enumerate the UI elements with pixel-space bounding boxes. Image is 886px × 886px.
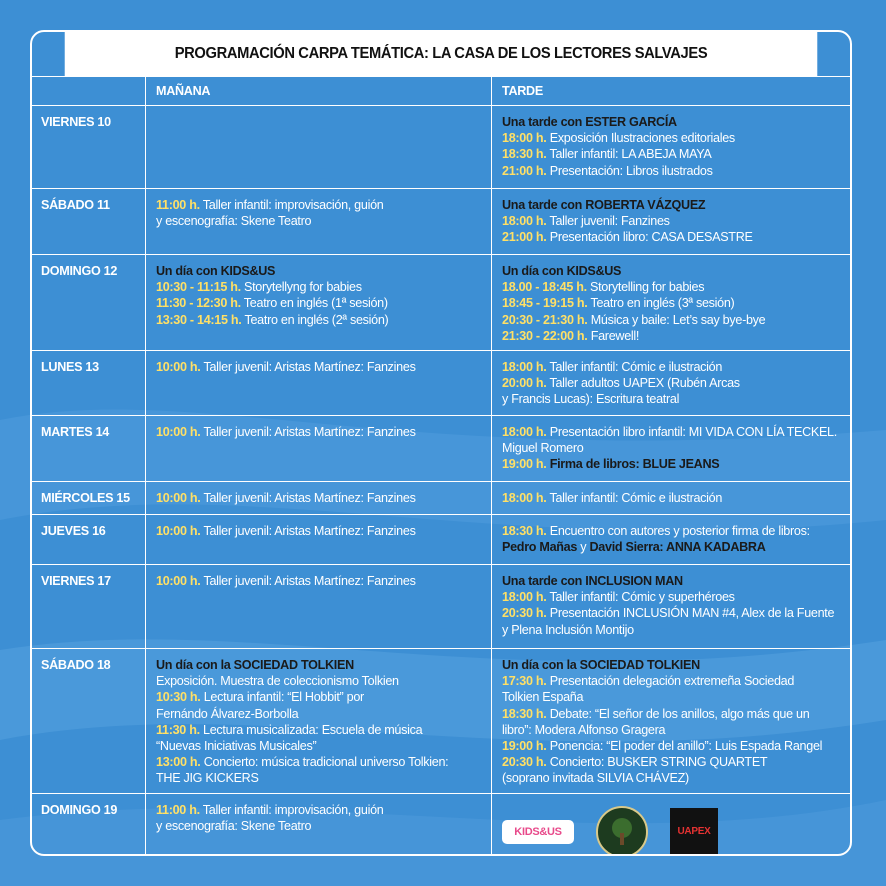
header-row (31, 77, 853, 106)
day-label: JUEVES 16 (31, 515, 146, 565)
morning-cell: Un día con la SOCIEDAD TOLKIEN Exposición. Muestra de coleccionismo Tolkien 10:30 h. Lectura infantil: “El Hobbit” por Fernándo Álvarez-Borbolla 11:30 h. Lectura musicalizada: Escuela de música “Nuevas Iniciativas Musicales” 13:00 h. Concierto: música tradicional universo Tolkien: THE JIG KICKERS (146, 649, 492, 794)
header-afternoon: TARDE (492, 77, 853, 106)
table-row (31, 794, 853, 857)
morning-cell (146, 106, 492, 189)
table-row (31, 649, 853, 794)
day-label: VIERNES 10 (31, 106, 146, 189)
afternoon-cell: 18:30 h. Encuentro con autores y posterior firma de libros: Pedro Mañas y David Sierra: ANNA KADABRA (492, 515, 853, 565)
morning-cell: 11:00 h. Taller infantil: improvisación, guión y escenografía: Skene Teatro (146, 189, 492, 255)
afternoon-cell: Una tarde con ESTER GARCÍA 18:00 h. Exposición Ilustraciones editoriales 18:30 h. Taller infantil: LA ABEJA MAYA 21:00 h. Presentación: Libros ilustrados (492, 106, 853, 189)
table-row (31, 255, 853, 351)
program-card (30, 30, 852, 856)
morning-cell: 10:00 h. Taller juvenil: Aristas Martínez: Fanzines (146, 482, 492, 515)
afternoon-cell: Una tarde con INCLUSION MAN 18:00 h. Taller infantil: Cómic y superhéroes 20:30 h. Presentación INCLUSIÓN MAN #4, Alex de la Fuente y Plena Inclusión Montijo (492, 565, 853, 649)
event-heading: Una tarde con ESTER GARCÍA (502, 115, 677, 129)
event-heading: Una tarde con ROBERTA VÁZQUEZ (502, 198, 706, 212)
afternoon-cell: 18:00 h. Presentación libro infantil: MI VIDA CON LÍA TECKEL. Miguel Romero 19:00 h. Firma de libros: BLUE JEANS (492, 416, 853, 482)
tolkien-society-logo (596, 806, 648, 856)
header-empty (31, 77, 146, 106)
morning-cell: 10:00 h. Taller juvenil: Aristas Martínez: Fanzines (146, 565, 492, 649)
day-label: DOMINGO 19 (31, 794, 146, 857)
event-heading: Una tarde con INCLUSION MAN (502, 574, 683, 588)
event-heading: Un día con la SOCIEDAD TOLKIEN (156, 658, 354, 672)
table-row (31, 482, 853, 515)
day-label: VIERNES 17 (31, 565, 146, 649)
morning-cell: 10:00 h. Taller juvenil: Aristas Martínez: Fanzines (146, 515, 492, 565)
table-row (31, 515, 853, 565)
day-label: MARTES 14 (31, 416, 146, 482)
afternoon-cell: Un día con KIDS&US 18.00 - 18:45 h. Storytelling for babies 18:45 - 19:15 h. Teatro en inglés (3ª sesión) 20:30 - 21:30 h. Música y baile: Let’s say bye-bye 21:30 - 22:00 h. Farewell! (492, 255, 853, 351)
afternoon-cell: 18:00 h. Taller infantil: Cómic e ilustración 20:00 h. Taller adultos UAPEX (Rubén Arcas y Francis Lucas): Escritura teatral (492, 351, 853, 416)
uapex-logo: UAPEX (670, 808, 718, 856)
day-label: MIÉRCOLES 15 (31, 482, 146, 515)
sponsor-logos (502, 802, 844, 856)
schedule-table (30, 76, 852, 856)
header-morning: MAÑANA (146, 77, 492, 106)
table-row (31, 106, 853, 189)
day-label: LUNES 13 (31, 351, 146, 416)
morning-cell: 10:00 h. Taller juvenil: Aristas Martínez: Fanzines (146, 351, 492, 416)
event-heading: Un día con KIDS&US (502, 264, 622, 278)
table-row (31, 351, 853, 416)
afternoon-cell: 18:00 h. Taller infantil: Cómic e ilustración (492, 482, 853, 515)
day-label: SÁBADO 18 (31, 649, 146, 794)
afternoon-cell: Una tarde con ROBERTA VÁZQUEZ 18:00 h. Taller juvenil: Fanzines 21:00 h. Presentación libro: CASA DESASTRE (492, 189, 853, 255)
event-heading: Un día con la SOCIEDAD TOLKIEN (502, 658, 700, 672)
logos-cell (492, 794, 853, 857)
tree-icon (605, 815, 639, 849)
kids-us-logo: KIDS&US (502, 820, 574, 844)
morning-cell: 10:00 h. Taller juvenil: Aristas Martínez: Fanzines (146, 416, 492, 482)
table-row (31, 565, 853, 649)
table-row (31, 416, 853, 482)
event-heading: Un día con KIDS&US (156, 264, 276, 278)
program-title: PROGRAMACIÓN CARPA TEMÁTICA: LA CASA DE LOS LECTORES SALVAJES (65, 32, 818, 76)
day-label: DOMINGO 12 (31, 255, 146, 351)
table-row (31, 189, 853, 255)
morning-cell: Un día con KIDS&US 10:30 - 11:15 h. Storytellyng for babies 11:30 - 12:30 h. Teatro en inglés (1ª sesión) 13:30 - 14:15 h. Teatro en inglés (2ª sesión) (146, 255, 492, 351)
morning-cell: 11:00 h. Taller infantil: improvisación, guión y escenografía: Skene Teatro (146, 794, 492, 857)
day-label: SÁBADO 11 (31, 189, 146, 255)
afternoon-cell: Un día con la SOCIEDAD TOLKIEN 17:30 h. Presentación delegación extremeña Sociedad Tolkien España 18:30 h. Debate: “El señor de los anillos, algo más que un libro”: Modera Alfonso Gragera 19:00 h. Ponencia: “El poder del anillo”: Luis Espada Rangel 20:30 h. Concierto: BUSKER STRING QUARTET (soprano invitada SILVIA CHÁVEZ) (492, 649, 853, 794)
